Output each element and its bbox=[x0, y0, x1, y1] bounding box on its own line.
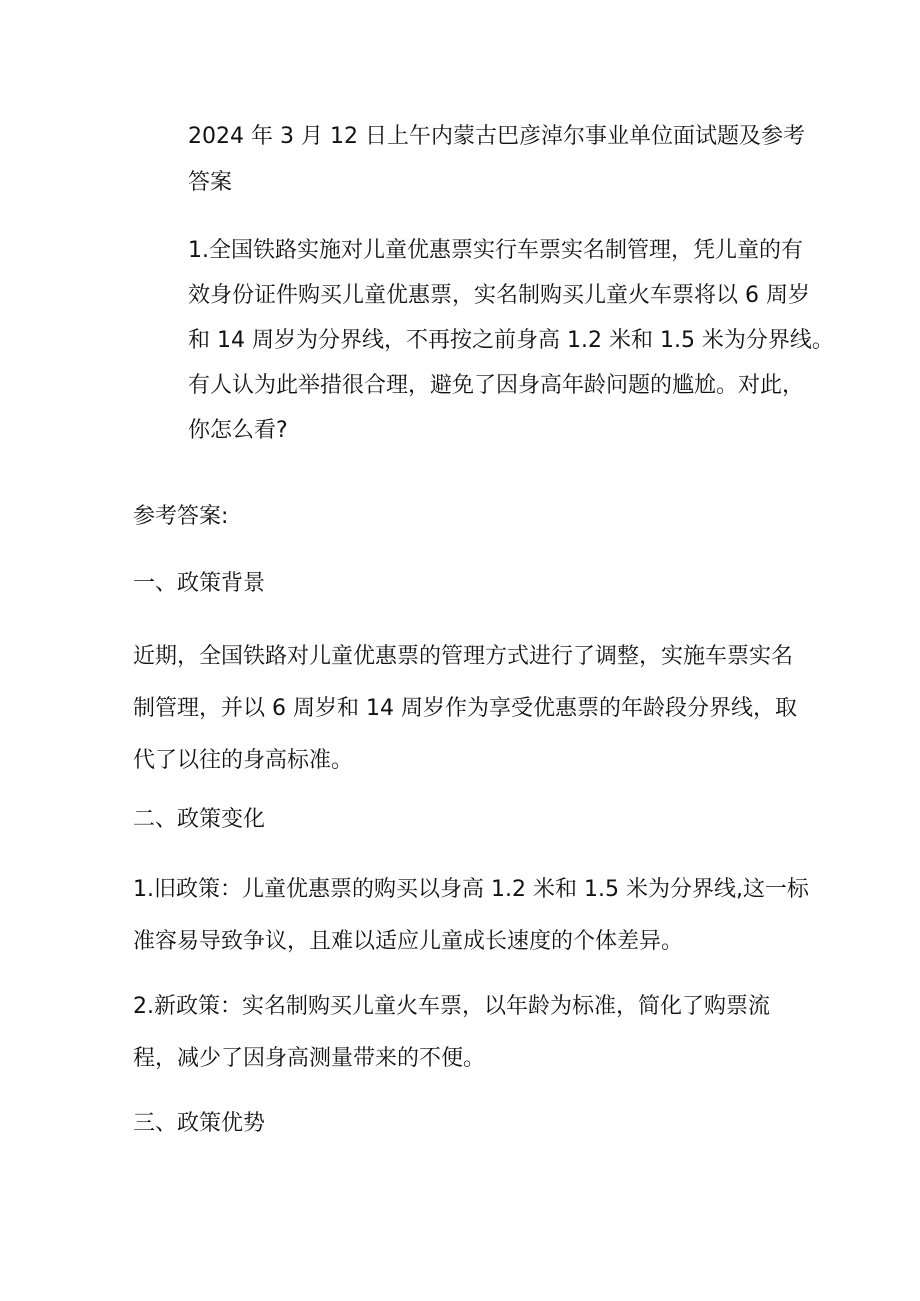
section-heading-policy-advantages: 三、政策优势 bbox=[133, 1111, 266, 1136]
section1-paragraph bbox=[133, 631, 797, 787]
question-paragraph bbox=[188, 228, 834, 453]
paragraph-line: 准容易导致争议，且难以适应儿童成长速度的个体差异。 bbox=[133, 929, 684, 954]
answer-label: 参考答案: bbox=[133, 504, 229, 529]
paragraph-line: 程，减少了因身高测量带来的不便。 bbox=[133, 1046, 486, 1071]
question-line: 效身份证件购买儿童优惠票，实名制购买儿童火车票将以 6 周岁 bbox=[188, 283, 810, 308]
document-title bbox=[188, 114, 805, 206]
section-heading-policy-background: 一、政策背景 bbox=[133, 571, 266, 596]
paragraph-line: 1.旧政策：儿童优惠票的购买以身高 1.2 米和 1.5 米为分界线,这一标 bbox=[133, 877, 809, 902]
question-line: 和 14 周岁为分界线，不再按之前身高 1.2 米和 1.5 米为分界线。 bbox=[188, 328, 834, 353]
title-line: 答案 bbox=[188, 170, 233, 195]
title-line: 2024 年 3 月 12 日上午内蒙古巴彦淖尔事业单位面试题及参考 bbox=[188, 124, 805, 149]
paragraph-line: 2.新政策：实名制购买儿童火车票，以年龄为标准，简化了购票流 bbox=[133, 994, 770, 1019]
question-line: 有人认为此举措很合理，避免了因身高年龄问题的尴尬。对此， bbox=[188, 373, 805, 398]
paragraph-line: 制管理，并以 6 周岁和 14 周岁作为享受优惠票的年龄段分界线，取 bbox=[133, 696, 797, 721]
question-line: 你怎么看? bbox=[188, 418, 288, 443]
paragraph-line: 近期，全国铁路对儿童优惠票的管理方式进行了调整，实施车票实名 bbox=[133, 644, 794, 669]
paragraph-line: 代了以往的身高标准。 bbox=[133, 748, 354, 773]
old-policy-paragraph bbox=[133, 864, 809, 968]
question-line: 1.全国铁路实施对儿童优惠票实行车票实名制管理，凭儿童的有 bbox=[188, 238, 803, 263]
new-policy-paragraph bbox=[133, 981, 770, 1085]
section-heading-policy-change: 二、政策变化 bbox=[133, 807, 266, 832]
